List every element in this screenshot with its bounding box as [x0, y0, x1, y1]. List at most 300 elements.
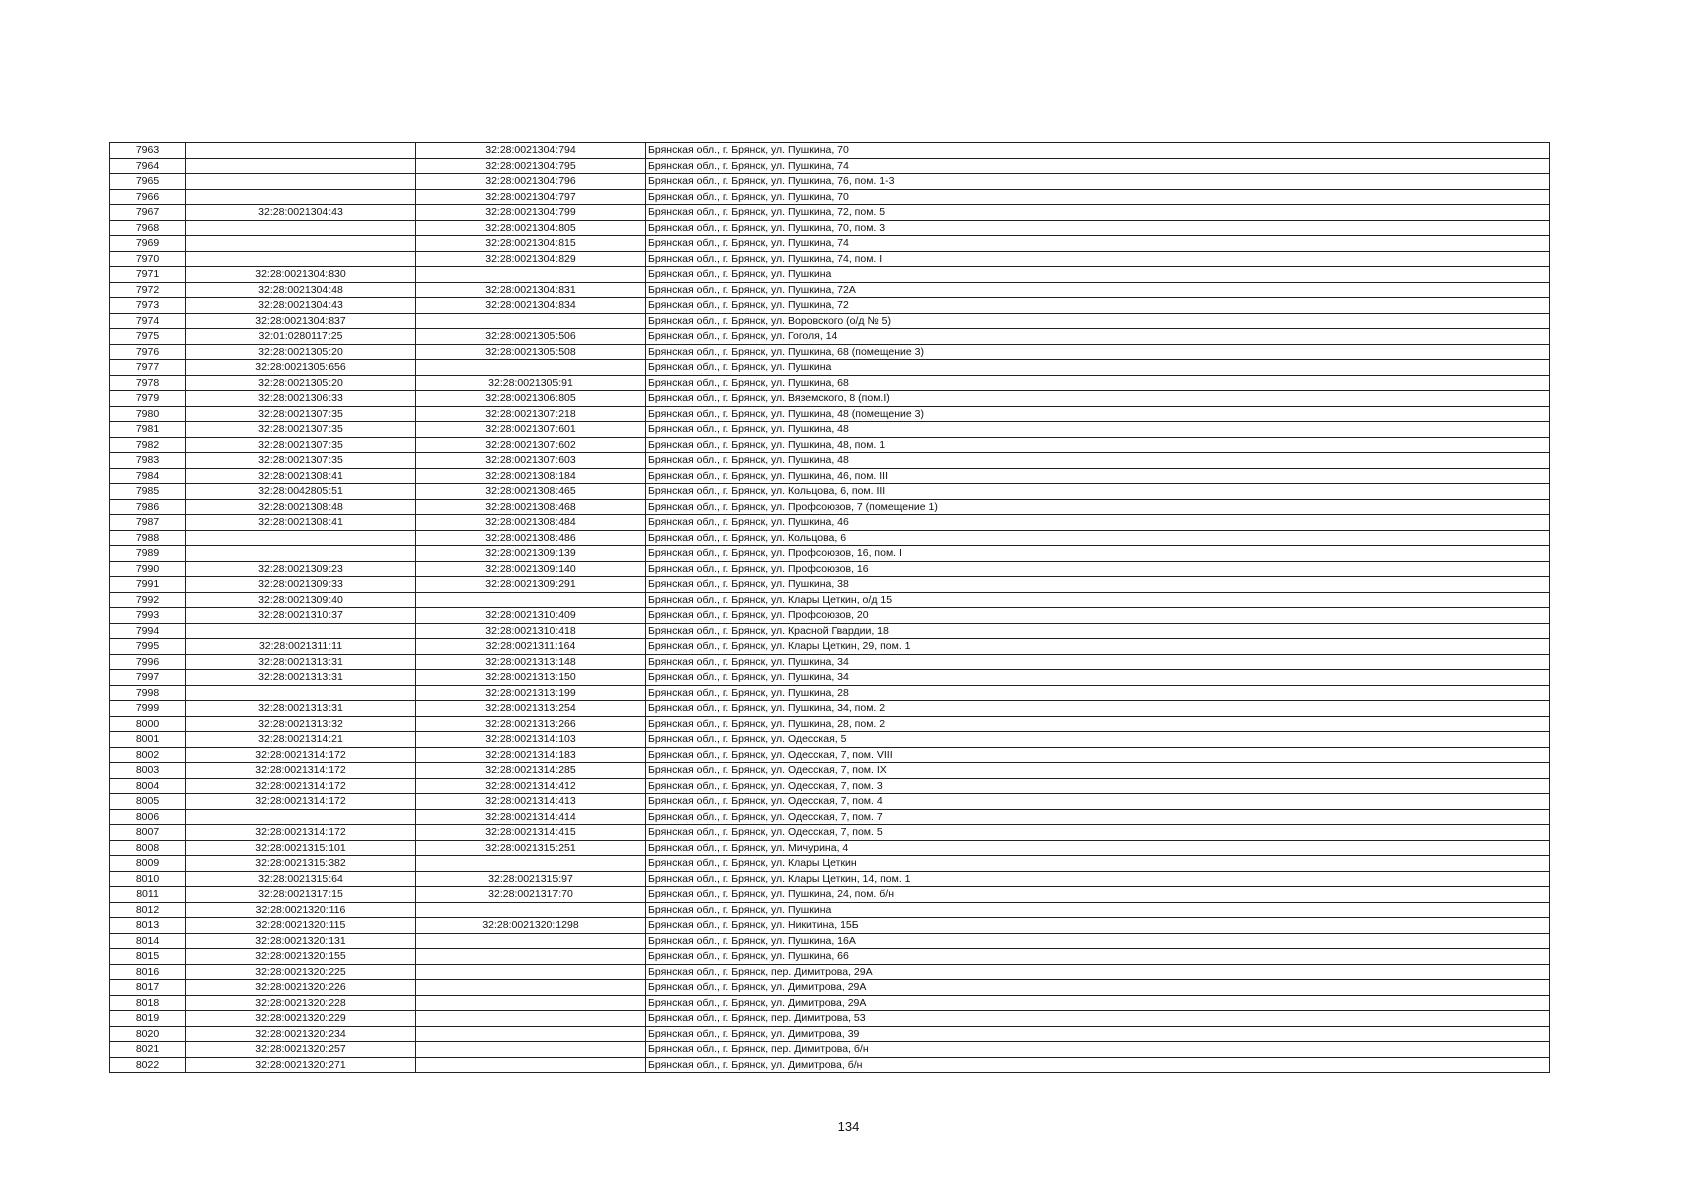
table-row: [110, 732, 1550, 748]
table-row: [110, 871, 1550, 887]
row-number-cell: 7989: [110, 546, 186, 562]
row-number-cell: 8016: [110, 964, 186, 980]
row-number-cell: 8020: [110, 1026, 186, 1042]
row-number-cell: 7963: [110, 143, 186, 159]
row-number-cell: 7984: [110, 468, 186, 484]
row-number-cell: 7988: [110, 530, 186, 546]
row-number-cell: 7983: [110, 453, 186, 469]
table-row: [110, 825, 1550, 841]
premises-cadastral-number-cell: [416, 902, 646, 918]
address-cell: Брянская обл., г. Брянск, ул. Пушкина, 76, пом. 1-3: [646, 174, 1550, 190]
row-number-cell: 8003: [110, 763, 186, 779]
table-row: [110, 592, 1550, 608]
cadastral-number-cell: 32:28:0021307:35: [186, 437, 416, 453]
premises-cadastral-number-cell: 32:28:0021310:418: [416, 623, 646, 639]
cadastral-number-cell: [186, 809, 416, 825]
table-row: [110, 577, 1550, 593]
address-cell: Брянская обл., г. Брянск, ул. Гоголя, 14: [646, 329, 1550, 345]
address-cell: Брянская обл., г. Брянск, ул. Клары Цеткин, 14, пом. 1: [646, 871, 1550, 887]
table-row: [110, 1026, 1550, 1042]
cadastral-number-cell: 32:28:0021313:32: [186, 716, 416, 732]
table-row: [110, 840, 1550, 856]
premises-cadastral-number-cell: 32:28:0021307:218: [416, 406, 646, 422]
address-cell: Брянская обл., г. Брянск, ул. Пушкина: [646, 902, 1550, 918]
address-cell: Брянская обл., г. Брянск, ул. Мичурина, 4: [646, 840, 1550, 856]
table-row: [110, 422, 1550, 438]
row-number-cell: 8006: [110, 809, 186, 825]
address-cell: Брянская обл., г. Брянск, ул. Клары Цеткин, 29, пом. 1: [646, 639, 1550, 655]
row-number-cell: 8019: [110, 1011, 186, 1027]
cadastral-number-cell: 32:28:0021317:15: [186, 887, 416, 903]
table-row: [110, 809, 1550, 825]
cadastral-number-cell: [186, 143, 416, 159]
cadastral-number-cell: 32:28:0021314:172: [186, 794, 416, 810]
table-row: [110, 763, 1550, 779]
premises-cadastral-number-cell: 32:28:0021310:409: [416, 608, 646, 624]
row-number-cell: 7978: [110, 375, 186, 391]
cadastral-number-cell: [186, 158, 416, 174]
table-row: [110, 499, 1550, 515]
row-number-cell: 7972: [110, 282, 186, 298]
cadastral-number-cell: 32:28:0021320:226: [186, 980, 416, 996]
cadastral-number-cell: 32:28:0021309:40: [186, 592, 416, 608]
premises-cadastral-number-cell: 32:28:0021304:794: [416, 143, 646, 159]
premises-cadastral-number-cell: 32:28:0021308:486: [416, 530, 646, 546]
premises-cadastral-number-cell: 32:28:0021308:184: [416, 468, 646, 484]
address-cell: Брянская обл., г. Брянск, ул. Пушкина: [646, 360, 1550, 376]
row-number-cell: 7995: [110, 639, 186, 655]
table-row: [110, 995, 1550, 1011]
row-number-cell: 7971: [110, 267, 186, 283]
address-cell: Брянская обл., г. Брянск, ул. Пушкина, 48 (помещение 3): [646, 406, 1550, 422]
row-number-cell: 8022: [110, 1057, 186, 1073]
table-row: [110, 375, 1550, 391]
row-number-cell: 7987: [110, 515, 186, 531]
premises-cadastral-number-cell: 32:28:0021304:815: [416, 236, 646, 252]
table-row: [110, 313, 1550, 329]
premises-cadastral-number-cell: 32:28:0021305:91: [416, 375, 646, 391]
cadastral-number-cell: 32:28:0021308:41: [186, 468, 416, 484]
address-cell: Брянская обл., г. Брянск, ул. Димитрова, 29А: [646, 995, 1550, 1011]
premises-cadastral-number-cell: 32:28:0021306:805: [416, 391, 646, 407]
premises-cadastral-number-cell: 32:28:0021314:285: [416, 763, 646, 779]
address-cell: Брянская обл., г. Брянск, ул. Пушкина, 70, пом. 3: [646, 220, 1550, 236]
row-number-cell: 7992: [110, 592, 186, 608]
address-cell: Брянская обл., г. Брянск, ул. Пушкина, 68: [646, 375, 1550, 391]
premises-cadastral-number-cell: 32:28:0021314:415: [416, 825, 646, 841]
row-number-cell: 7997: [110, 670, 186, 686]
premises-cadastral-number-cell: 32:28:0021304:797: [416, 189, 646, 205]
address-cell: Брянская обл., г. Брянск, пер. Димитрова, 53: [646, 1011, 1550, 1027]
row-number-cell: 7977: [110, 360, 186, 376]
table-row: [110, 189, 1550, 205]
premises-cadastral-number-cell: [416, 995, 646, 1011]
table-row: [110, 980, 1550, 996]
premises-cadastral-number-cell: [416, 933, 646, 949]
premises-cadastral-number-cell: 32:28:0021314:412: [416, 778, 646, 794]
cadastral-number-cell: 32:28:0021315:101: [186, 840, 416, 856]
table-row: [110, 437, 1550, 453]
address-cell: Брянская обл., г. Брянск, ул. Пушкина, 24, пом. б/н: [646, 887, 1550, 903]
row-number-cell: 7969: [110, 236, 186, 252]
premises-cadastral-number-cell: [416, 1026, 646, 1042]
cadastral-number-cell: 32:28:0021307:35: [186, 453, 416, 469]
premises-cadastral-number-cell: [416, 1042, 646, 1058]
premises-cadastral-number-cell: 32:28:0021313:199: [416, 685, 646, 701]
table-row: [110, 158, 1550, 174]
address-cell: Брянская обл., г. Брянск, ул. Пушкина, 48, пом. 1: [646, 437, 1550, 453]
row-number-cell: 8005: [110, 794, 186, 810]
table-row: [110, 1042, 1550, 1058]
address-cell: Брянская обл., г. Брянск, ул. Пушкина, 28, пом. 2: [646, 716, 1550, 732]
table-row: [110, 654, 1550, 670]
table-row: [110, 887, 1550, 903]
premises-cadastral-number-cell: 32:28:0021308:468: [416, 499, 646, 515]
cadastral-number-cell: 32:28:0021305:20: [186, 344, 416, 360]
row-number-cell: 7970: [110, 251, 186, 267]
row-number-cell: 7985: [110, 484, 186, 500]
address-cell: Брянская обл., г. Брянск, ул. Одесская, 7, пом. IX: [646, 763, 1550, 779]
table-row: [110, 716, 1550, 732]
table-row: [110, 949, 1550, 965]
row-number-cell: 8009: [110, 856, 186, 872]
cadastral-number-cell: 32:28:0021306:33: [186, 391, 416, 407]
table-row: [110, 267, 1550, 283]
cadastral-number-cell: 32:28:0021307:35: [186, 422, 416, 438]
premises-cadastral-number-cell: 32:28:0021307:601: [416, 422, 646, 438]
address-cell: Брянская обл., г. Брянск, ул. Одесская, 7, пом. VIII: [646, 747, 1550, 763]
row-number-cell: 8004: [110, 778, 186, 794]
address-cell: Брянская обл., г. Брянск, ул. Профсоюзов, 7 (помещение 1): [646, 499, 1550, 515]
row-number-cell: 7991: [110, 577, 186, 593]
table-row: [110, 856, 1550, 872]
table-row: [110, 174, 1550, 190]
cadastral-number-cell: 32:28:0021304:837: [186, 313, 416, 329]
cadastral-number-cell: [186, 220, 416, 236]
row-number-cell: 7981: [110, 422, 186, 438]
address-cell: Брянская обл., г. Брянск, ул. Воровского (о/д № 5): [646, 313, 1550, 329]
row-number-cell: 7974: [110, 313, 186, 329]
table-row: [110, 406, 1550, 422]
premises-cadastral-number-cell: 32:28:0021311:164: [416, 639, 646, 655]
table-row: [110, 530, 1550, 546]
address-cell: Брянская обл., г. Брянск, ул. Пушкина, 70: [646, 143, 1550, 159]
row-number-cell: 8002: [110, 747, 186, 763]
row-number-cell: 7973: [110, 298, 186, 314]
row-number-cell: 7976: [110, 344, 186, 360]
cadastral-number-cell: 32:28:0021320:234: [186, 1026, 416, 1042]
row-number-cell: 7980: [110, 406, 186, 422]
address-cell: Брянская обл., г. Брянск, ул. Никитина, 15Б: [646, 918, 1550, 934]
cadastral-number-cell: 32:28:0021313:31: [186, 670, 416, 686]
cadastral-number-cell: [186, 189, 416, 205]
premises-cadastral-number-cell: 32:28:0021313:150: [416, 670, 646, 686]
premises-cadastral-number-cell: [416, 949, 646, 965]
premises-cadastral-number-cell: [416, 313, 646, 329]
table-row: [110, 220, 1550, 236]
row-number-cell: 8013: [110, 918, 186, 934]
row-number-cell: 7965: [110, 174, 186, 190]
cadastral-number-cell: 32:28:0021320:228: [186, 995, 416, 1011]
premises-cadastral-number-cell: [416, 980, 646, 996]
premises-cadastral-number-cell: [416, 964, 646, 980]
address-cell: Брянская обл., г. Брянск, ул. Димитрова, 39: [646, 1026, 1550, 1042]
address-cell: Брянская обл., г. Брянск, ул. Пушкина, 72А: [646, 282, 1550, 298]
cadastral-number-cell: [186, 685, 416, 701]
cadastral-number-cell: 32:28:0021308:41: [186, 515, 416, 531]
cadastral-number-cell: 32:28:0021320:131: [186, 933, 416, 949]
address-cell: Брянская обл., г. Брянск, ул. Пушкина, 68 (помещение 3): [646, 344, 1550, 360]
cadastral-number-cell: 32:28:0021320:116: [186, 902, 416, 918]
table-row: [110, 360, 1550, 376]
table-row: [110, 561, 1550, 577]
cadastral-number-cell: 32:01:0280117:25: [186, 329, 416, 345]
cadastral-number-cell: [186, 251, 416, 267]
cadastral-number-cell: 32:28:0021313:31: [186, 701, 416, 717]
address-cell: Брянская обл., г. Брянск, ул. Красной Гвардии, 18: [646, 623, 1550, 639]
cadastral-number-cell: 32:28:0021320:229: [186, 1011, 416, 1027]
cadastral-number-cell: 32:28:0021304:830: [186, 267, 416, 283]
cadastral-number-cell: 32:28:0021320:155: [186, 949, 416, 965]
premises-cadastral-number-cell: 32:28:0021309:140: [416, 561, 646, 577]
cadastral-number-cell: 32:28:0021320:225: [186, 964, 416, 980]
cadastral-number-cell: 32:28:0021311:11: [186, 639, 416, 655]
premises-cadastral-number-cell: 32:28:0021308:465: [416, 484, 646, 500]
premises-cadastral-number-cell: 32:28:0021307:602: [416, 437, 646, 453]
row-number-cell: 7998: [110, 685, 186, 701]
cadastral-number-cell: [186, 623, 416, 639]
registry-table-body: [110, 143, 1550, 1073]
cadastral-number-cell: 32:28:0021307:35: [186, 406, 416, 422]
address-cell: Брянская обл., г. Брянск, ул. Одесская, 7, пом. 4: [646, 794, 1550, 810]
table-row: [110, 453, 1550, 469]
table-row: [110, 546, 1550, 562]
table-row: [110, 391, 1550, 407]
cadastral-number-cell: [186, 236, 416, 252]
address-cell: Брянская обл., г. Брянск, ул. Пушкина, 34, пом. 2: [646, 701, 1550, 717]
table-row: [110, 778, 1550, 794]
row-number-cell: 7986: [110, 499, 186, 515]
address-cell: Брянская обл., г. Брянск, ул. Клары Цеткин, о/д 15: [646, 592, 1550, 608]
cadastral-number-cell: 32:28:0021314:172: [186, 763, 416, 779]
row-number-cell: 7996: [110, 654, 186, 670]
cadastral-number-cell: [186, 174, 416, 190]
row-number-cell: 7967: [110, 205, 186, 221]
row-number-cell: 8012: [110, 902, 186, 918]
table-row: [110, 701, 1550, 717]
table-row: [110, 685, 1550, 701]
address-cell: Брянская обл., г. Брянск, ул. Пушкина, 48: [646, 453, 1550, 469]
cadastral-number-cell: 32:28:0021309:33: [186, 577, 416, 593]
table-row: [110, 282, 1550, 298]
cadastral-number-cell: 32:28:0021315:64: [186, 871, 416, 887]
row-number-cell: 8008: [110, 840, 186, 856]
premises-cadastral-number-cell: 32:28:0021304:799: [416, 205, 646, 221]
premises-cadastral-number-cell: 32:28:0021314:103: [416, 732, 646, 748]
cadastral-number-cell: 32:28:0021314:172: [186, 825, 416, 841]
address-cell: Брянская обл., г. Брянск, ул. Пушкина, 46: [646, 515, 1550, 531]
cadastral-number-cell: 32:28:0021305:20: [186, 375, 416, 391]
row-number-cell: 7999: [110, 701, 186, 717]
cadastral-number-cell: 32:28:0021315:382: [186, 856, 416, 872]
cadastral-number-cell: 32:28:0021313:31: [186, 654, 416, 670]
premises-cadastral-number-cell: [416, 592, 646, 608]
premises-cadastral-number-cell: 32:28:0021308:484: [416, 515, 646, 531]
table-row: [110, 236, 1550, 252]
premises-cadastral-number-cell: 32:28:0021313:148: [416, 654, 646, 670]
address-cell: Брянская обл., г. Брянск, ул. Пушкина, 16А: [646, 933, 1550, 949]
cadastral-number-cell: 32:28:0042805:51: [186, 484, 416, 500]
row-number-cell: 7964: [110, 158, 186, 174]
address-cell: Брянская обл., г. Брянск, ул. Кольцова, 6: [646, 530, 1550, 546]
cadastral-number-cell: 32:28:0021314:172: [186, 747, 416, 763]
premises-cadastral-number-cell: 32:28:0021317:70: [416, 887, 646, 903]
premises-cadastral-number-cell: 32:28:0021304:829: [416, 251, 646, 267]
address-cell: Брянская обл., г. Брянск, пер. Димитрова, б/н: [646, 1042, 1550, 1058]
row-number-cell: 8007: [110, 825, 186, 841]
address-cell: Брянская обл., г. Брянск, ул. Клары Цеткин: [646, 856, 1550, 872]
table-row: [110, 918, 1550, 934]
row-number-cell: 8010: [110, 871, 186, 887]
address-cell: Брянская обл., г. Брянск, ул. Пушкина, 46, пом. III: [646, 468, 1550, 484]
address-cell: Брянская обл., г. Брянск, ул. Пушкина, 70: [646, 189, 1550, 205]
premises-cadastral-number-cell: [416, 360, 646, 376]
premises-cadastral-number-cell: 32:28:0021309:291: [416, 577, 646, 593]
table-row: [110, 608, 1550, 624]
premises-cadastral-number-cell: 32:28:0021313:254: [416, 701, 646, 717]
premises-cadastral-number-cell: 32:28:0021314:414: [416, 809, 646, 825]
row-number-cell: 7993: [110, 608, 186, 624]
table-row: [110, 670, 1550, 686]
table-row: [110, 794, 1550, 810]
premises-cadastral-number-cell: [416, 856, 646, 872]
table-row: [110, 143, 1550, 159]
premises-cadastral-number-cell: 32:28:0021315:251: [416, 840, 646, 856]
premises-cadastral-number-cell: [416, 1011, 646, 1027]
registry-table: [109, 142, 1550, 1073]
cadastral-number-cell: 32:28:0021314:172: [186, 778, 416, 794]
premises-cadastral-number-cell: 32:28:0021304:834: [416, 298, 646, 314]
address-cell: Брянская обл., г. Брянск, ул. Одесская, 5: [646, 732, 1550, 748]
row-number-cell: 7994: [110, 623, 186, 639]
table-row: [110, 251, 1550, 267]
cadastral-number-cell: 32:28:0021304:43: [186, 205, 416, 221]
address-cell: Брянская обл., г. Брянск, ул. Димитрова, б/н: [646, 1057, 1550, 1073]
premises-cadastral-number-cell: 32:28:0021305:506: [416, 329, 646, 345]
row-number-cell: 8021: [110, 1042, 186, 1058]
address-cell: Брянская обл., г. Брянск, ул. Пушкина, 48: [646, 422, 1550, 438]
premises-cadastral-number-cell: 32:28:0021305:508: [416, 344, 646, 360]
row-number-cell: 7990: [110, 561, 186, 577]
table-row: [110, 964, 1550, 980]
address-cell: Брянская обл., г. Брянск, ул. Димитрова, 29А: [646, 980, 1550, 996]
cadastral-number-cell: 32:28:0021310:37: [186, 608, 416, 624]
premises-cadastral-number-cell: 32:28:0021304:805: [416, 220, 646, 236]
cadastral-number-cell: 32:28:0021305:656: [186, 360, 416, 376]
table-row: [110, 933, 1550, 949]
table-row: [110, 298, 1550, 314]
address-cell: Брянская обл., г. Брянск, ул. Одесская, 7, пом. 5: [646, 825, 1550, 841]
premises-cadastral-number-cell: 32:28:0021320:1298: [416, 918, 646, 934]
premises-cadastral-number-cell: 32:28:0021309:139: [416, 546, 646, 562]
row-number-cell: 7979: [110, 391, 186, 407]
cadastral-number-cell: [186, 546, 416, 562]
address-cell: Брянская обл., г. Брянск, ул. Пушкина, 74: [646, 158, 1550, 174]
premises-cadastral-number-cell: [416, 267, 646, 283]
cadastral-number-cell: 32:28:0021304:48: [186, 282, 416, 298]
cadastral-number-cell: 32:28:0021314:21: [186, 732, 416, 748]
cadastral-number-cell: [186, 530, 416, 546]
table-row: [110, 1011, 1550, 1027]
page-number: 134: [837, 1119, 860, 1134]
table-row: [110, 344, 1550, 360]
table-row: [110, 329, 1550, 345]
address-cell: Брянская обл., г. Брянск, ул. Пушкина, 66: [646, 949, 1550, 965]
table-row: [110, 747, 1550, 763]
row-number-cell: 8018: [110, 995, 186, 1011]
table-row: [110, 1057, 1550, 1073]
address-cell: Брянская обл., г. Брянск, ул. Пушкина, 74, пом. I: [646, 251, 1550, 267]
row-number-cell: 7982: [110, 437, 186, 453]
table-row: [110, 484, 1550, 500]
premises-cadastral-number-cell: 32:28:0021304:795: [416, 158, 646, 174]
premises-cadastral-number-cell: 32:28:0021314:183: [416, 747, 646, 763]
row-number-cell: 8011: [110, 887, 186, 903]
row-number-cell: 8017: [110, 980, 186, 996]
address-cell: Брянская обл., г. Брянск, ул. Пушкина, 34: [646, 670, 1550, 686]
address-cell: Брянская обл., г. Брянск, ул. Пушкина, 34: [646, 654, 1550, 670]
table-row: [110, 205, 1550, 221]
row-number-cell: 7968: [110, 220, 186, 236]
table-row: [110, 639, 1550, 655]
address-cell: Брянская обл., г. Брянск, ул. Пушкина, 72, пом. 5: [646, 205, 1550, 221]
row-number-cell: 8014: [110, 933, 186, 949]
address-cell: Брянская обл., г. Брянск, ул. Профсоюзов, 20: [646, 608, 1550, 624]
address-cell: Брянская обл., г. Брянск, ул. Одесская, 7, пом. 3: [646, 778, 1550, 794]
cadastral-number-cell: 32:28:0021320:115: [186, 918, 416, 934]
cadastral-number-cell: 32:28:0021320:257: [186, 1042, 416, 1058]
premises-cadastral-number-cell: 32:28:0021314:413: [416, 794, 646, 810]
cadastral-number-cell: 32:28:0021304:43: [186, 298, 416, 314]
cadastral-number-cell: 32:28:0021320:271: [186, 1057, 416, 1073]
premises-cadastral-number-cell: 32:28:0021304:831: [416, 282, 646, 298]
premises-cadastral-number-cell: 32:28:0021313:266: [416, 716, 646, 732]
row-number-cell: 7975: [110, 329, 186, 345]
premises-cadastral-number-cell: [416, 1057, 646, 1073]
premises-cadastral-number-cell: 32:28:0021307:603: [416, 453, 646, 469]
premises-cadastral-number-cell: 32:28:0021315:97: [416, 871, 646, 887]
address-cell: Брянская обл., г. Брянск, ул. Вяземского, 8 (пом.I): [646, 391, 1550, 407]
address-cell: Брянская обл., г. Брянск, ул. Пушкина: [646, 267, 1550, 283]
table-row: [110, 623, 1550, 639]
table-row: [110, 468, 1550, 484]
address-cell: Брянская обл., г. Брянск, ул. Одесская, 7, пом. 7: [646, 809, 1550, 825]
cadastral-number-cell: 32:28:0021309:23: [186, 561, 416, 577]
table-row: [110, 515, 1550, 531]
cadastral-number-cell: 32:28:0021308:48: [186, 499, 416, 515]
address-cell: Брянская обл., г. Брянск, ул. Пушкина, 74: [646, 236, 1550, 252]
row-number-cell: 7966: [110, 189, 186, 205]
row-number-cell: 8001: [110, 732, 186, 748]
address-cell: Брянская обл., г. Брянск, ул. Пушкина, 38: [646, 577, 1550, 593]
address-cell: Брянская обл., г. Брянск, ул. Профсоюзов, 16, пом. I: [646, 546, 1550, 562]
premises-cadastral-number-cell: 32:28:0021304:796: [416, 174, 646, 190]
row-number-cell: 8000: [110, 716, 186, 732]
address-cell: Брянская обл., г. Брянск, пер. Димитрова, 29А: [646, 964, 1550, 980]
address-cell: Брянская обл., г. Брянск, ул. Профсоюзов, 16: [646, 561, 1550, 577]
address-cell: Брянская обл., г. Брянск, ул. Кольцова, 6, пом. III: [646, 484, 1550, 500]
address-cell: Брянская обл., г. Брянск, ул. Пушкина, 28: [646, 685, 1550, 701]
